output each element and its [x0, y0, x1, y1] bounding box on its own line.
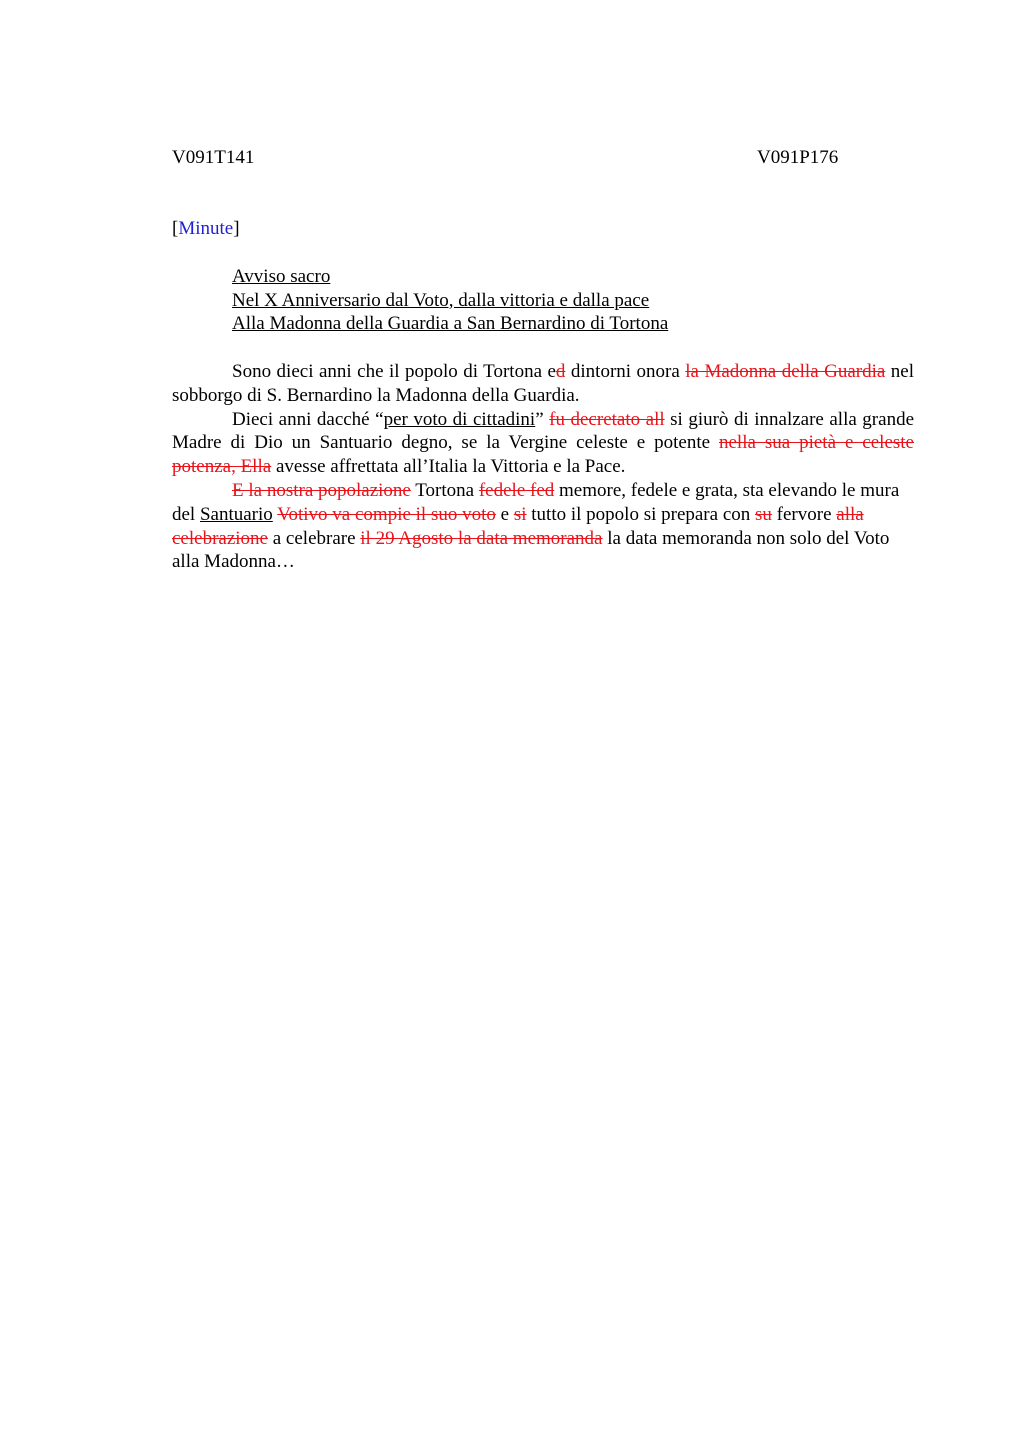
paragraph-1 [172, 360, 914, 408]
text-run: Dieci anni dacché “ [232, 408, 384, 430]
text-run: tutto il popolo si prepara con [526, 503, 755, 525]
document-kind-label: Minute [178, 218, 234, 239]
document-code-left: V091T141 [172, 147, 255, 168]
text-run: Sono dieci anni che il popolo di Tortona e [232, 361, 556, 382]
text-run: ” [535, 408, 550, 430]
underlined-text: Santuario [199, 503, 273, 525]
text-run: fervore [771, 503, 837, 525]
text-run: avesse affrettata all’Italia la Vittoria e la Pace. [271, 456, 626, 478]
text-run: nel sobborgo di S. Bernardino la Madonna della Guardia. [172, 361, 915, 406]
text-run: a celebrare [267, 527, 361, 549]
paragraph-2 [172, 408, 914, 479]
deleted-text: fedele fed [478, 479, 555, 501]
deleted-text: E la nostra popolazione [232, 479, 411, 501]
close-bracket: ] [233, 218, 240, 239]
deleted-text: nella sua pietà e celeste potenza, Ella [172, 432, 914, 478]
text-run: Tortona [410, 479, 479, 501]
document-code-right: V091P176 [757, 147, 839, 168]
deleted-text: alla celebrazione [172, 503, 864, 549]
open-bracket: [ [172, 218, 179, 239]
title-line-1: Avviso sacro [232, 266, 331, 287]
text-run: e [495, 503, 514, 525]
title-line-2: Nel X Anniversario dal Voto, dalla vittoria e dalla pace [232, 289, 650, 311]
title-line-3: Alla Madonna della Guardia a San Bernardino di Tortona [232, 313, 669, 334]
deleted-text: fu decretato all [549, 408, 665, 430]
text-run: dintorni onora [565, 361, 686, 382]
text-run: si giurò di innalzare alla grande Madre di Dio un Santuario degno, se la Vergine celeste e potente [172, 408, 915, 454]
paragraph-3 [172, 479, 914, 574]
deleted-text: d [555, 361, 566, 382]
deleted-text: il 29 Agosto la data memoranda [360, 527, 603, 549]
text-run: la data memoranda non solo del Voto alla Madonna… [172, 527, 890, 573]
deleted-text: su [755, 503, 772, 525]
document-kind [172, 217, 240, 241]
underlined-text: per voto di cittadini [383, 408, 536, 430]
title-block [232, 265, 668, 336]
document-body [172, 360, 914, 574]
deleted-text: la Madonna della Guardia [685, 361, 886, 382]
deleted-text: Votivo va compie il suo voto [277, 503, 496, 525]
deleted-text: si [513, 503, 527, 525]
text-run: memore, fedele e grata, sta elevando le mura del [172, 479, 900, 525]
